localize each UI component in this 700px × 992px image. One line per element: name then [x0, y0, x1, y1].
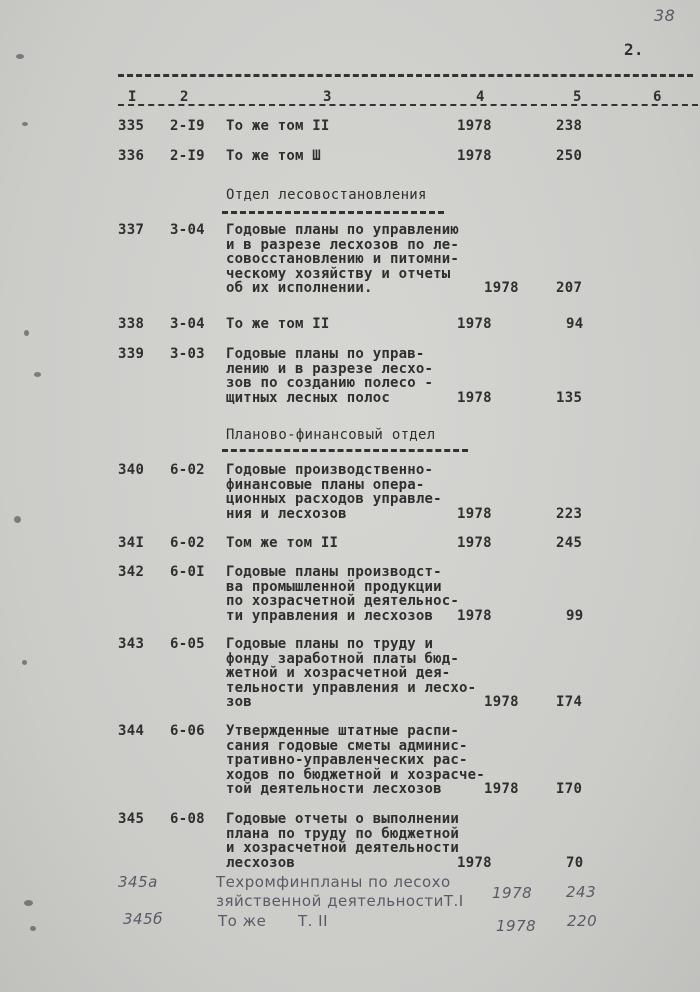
row-number: 344	[118, 723, 145, 739]
row-year: 1978	[457, 148, 492, 164]
row-code: 3-04	[170, 316, 205, 332]
row-year: 1978	[457, 118, 492, 134]
entry-description-line: зяйственной деятельностиТ.I	[216, 892, 464, 910]
binding-hole-mark	[22, 660, 27, 665]
header-rule-top	[118, 74, 693, 77]
row-number: 343	[118, 636, 145, 652]
row-count: 99	[566, 607, 584, 624]
row-year: 1978	[457, 389, 492, 406]
binding-hole-mark	[14, 516, 21, 523]
row-description-line: жетной и хозрасчетной дея-	[226, 665, 451, 681]
row-description-line: Годовые отчеты о выполнении	[226, 811, 459, 827]
section-underline	[222, 449, 468, 452]
row-count: I70	[556, 781, 583, 797]
row-count: 250	[556, 148, 583, 164]
row-description-line: Годовые производственно-	[226, 462, 434, 478]
row-code: 6-02	[170, 462, 205, 478]
row-description-line: и хозрасчетной деятельности	[226, 840, 459, 856]
entry-year: 1978	[496, 917, 537, 935]
row-description-line: лению и в разрезе лесхо-	[226, 360, 434, 377]
column-header-2: 2	[180, 89, 189, 105]
row-description-line: ти управления и лесхозов	[226, 607, 434, 624]
row-description-line: совосстановлению и питомни-	[226, 251, 459, 267]
row-code: 6-0I	[170, 564, 205, 580]
entry-number: 345б	[123, 910, 163, 928]
row-description-line: сания годовые сметы админис-	[226, 737, 468, 754]
binding-hole-mark	[24, 330, 29, 336]
row-description-line: тративно-управленческих рас-	[226, 752, 468, 768]
binding-hole-mark	[30, 926, 36, 931]
row-count: 245	[556, 535, 583, 551]
row-description-line: об их исполнении.	[226, 280, 373, 296]
row-code: 6-08	[170, 811, 205, 827]
row-year: 1978	[457, 607, 492, 624]
entry-count: 220	[567, 912, 598, 930]
row-description-line: Том же том II	[226, 535, 339, 551]
row-count: I74	[556, 694, 583, 710]
binding-hole-mark	[16, 54, 24, 59]
row-number: 342	[118, 564, 145, 580]
row-number: 340	[118, 462, 145, 478]
row-year: 1978	[457, 505, 492, 522]
section-underline	[222, 211, 444, 214]
row-count: 94	[566, 316, 584, 332]
row-description-line: ционных расходов управле-	[226, 491, 442, 507]
row-count: 135	[556, 389, 583, 406]
page-mark: 38	[654, 6, 676, 25]
column-header-6: 6	[653, 89, 662, 105]
row-description-line: Утвержденные штатные распи-	[226, 723, 459, 739]
header-rule-bottom	[118, 104, 698, 106]
row-description-line: ходов по бюджетной и хозрасче-	[226, 766, 485, 783]
row-description-line: щитных лесных полос	[226, 389, 390, 406]
section-title: Отдел лесовостановления	[226, 187, 427, 203]
row-code: 6-06	[170, 723, 205, 739]
row-count: 70	[566, 854, 584, 871]
column-header-3: 3	[323, 89, 332, 105]
row-description-line: финансовые планы опера-	[226, 476, 425, 493]
row-count: 223	[556, 505, 583, 522]
binding-hole-mark	[22, 122, 28, 126]
row-description-line: То же том II	[226, 118, 330, 134]
row-code: 6-02	[170, 535, 205, 551]
page-number: 2.	[624, 40, 644, 59]
entry-year: 1978	[492, 884, 533, 902]
binding-hole-mark	[34, 372, 41, 377]
row-description-line: зов	[226, 694, 252, 710]
row-number: 337	[118, 222, 145, 238]
column-header-4: 4	[476, 89, 485, 105]
row-year: 1978	[457, 535, 492, 551]
entry-description-line: Техромфинпланы по лесохо	[216, 873, 451, 891]
row-description-line: Годовые планы по управлению	[226, 222, 459, 238]
row-count: 207	[556, 280, 583, 296]
row-description-line: той деятельности лесхозов	[226, 781, 442, 797]
row-count: 238	[556, 118, 583, 134]
row-code: 2-I9	[170, 148, 205, 164]
row-code: 2-I9	[170, 118, 205, 134]
row-description-line: плана по труду по бюджетной	[226, 825, 459, 842]
row-description-line: ва промышленной продукции	[226, 578, 442, 595]
row-description-line: ния и лесхозов	[226, 505, 347, 522]
row-year: 1978	[484, 280, 519, 296]
row-description-line: Годовые планы производст-	[226, 564, 442, 580]
row-year: 1978	[484, 694, 519, 710]
row-description-line: фонду заработной платы бюд-	[226, 650, 459, 667]
row-code: 3-04	[170, 222, 205, 238]
row-description-line: и в разрезе лесхозов по ле-	[226, 236, 459, 253]
row-description-line: тельности управления и лесхо-	[226, 679, 477, 696]
column-header-5: 5	[573, 89, 582, 105]
row-description-line: То же том II	[226, 316, 330, 332]
row-description-line: зов по созданию полесо -	[226, 375, 434, 391]
row-number: 338	[118, 316, 145, 332]
row-year: 1978	[457, 854, 492, 871]
entry-count: 243	[566, 883, 597, 901]
section-title: Планово-финансовый отдел	[226, 427, 436, 443]
row-number: 345	[118, 811, 145, 827]
row-description-line: по хозрасчетной деятельнос-	[226, 593, 459, 609]
row-description-line: ческому хозяйству и отчеты	[226, 265, 451, 282]
entry-description-line: То же Т. II	[218, 912, 329, 930]
column-header-1: I	[128, 89, 137, 105]
row-code: 6-05	[170, 636, 205, 652]
row-number: 335	[118, 118, 145, 134]
row-year: 1978	[457, 316, 492, 332]
row-number: 34I	[118, 535, 145, 551]
row-year: 1978	[484, 781, 519, 797]
row-description-line: Годовые планы по управ-	[226, 346, 425, 362]
row-code: 3-03	[170, 346, 205, 362]
row-description-line: То же том Ш	[226, 148, 321, 164]
binding-hole-mark	[24, 900, 33, 906]
entry-number: 345а	[118, 873, 158, 891]
row-number: 339	[118, 346, 145, 362]
row-number: 336	[118, 148, 145, 164]
row-description-line: Годовые планы по труду и	[226, 636, 434, 652]
row-description-line: лесхозов	[226, 854, 296, 871]
